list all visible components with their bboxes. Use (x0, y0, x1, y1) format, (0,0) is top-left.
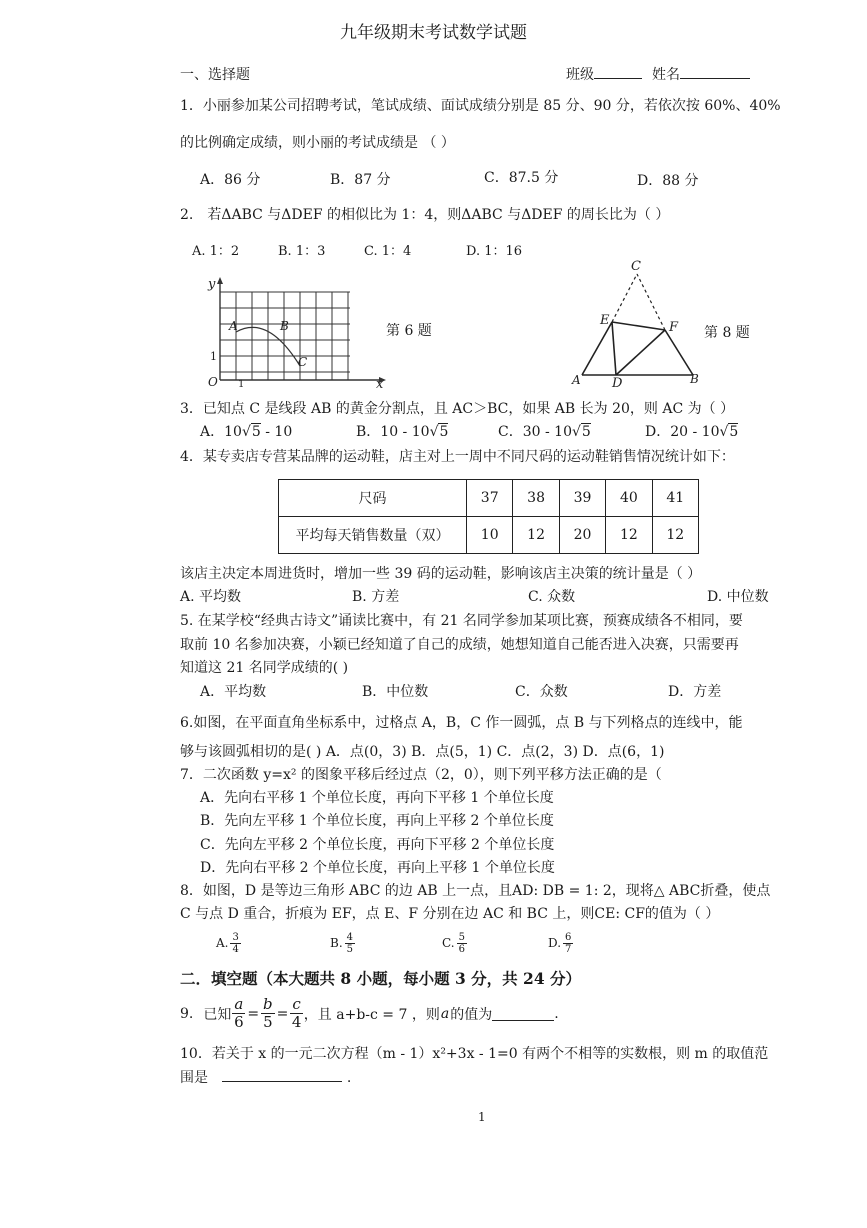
q7-option-c[interactable]: C．先向左平移 2 个单位长度，再向下平移 2 个单位长度 (200, 837, 555, 853)
q8-line2: C 与点 D 重合，折痕为 EF，点 E、F 分别在边 AC 和 BC 上，则CE: CF的值为（ ） (180, 906, 720, 922)
fig6-label-c: C (298, 355, 308, 369)
fig8-label-e: E (600, 313, 610, 328)
q1-line2: 的比例确定成绩，则小丽的考试成绩是 （ ） (180, 135, 455, 151)
q2-option-c[interactable]: C. 1：4 (364, 244, 412, 259)
fig6-label-y1: 1 (210, 350, 217, 363)
table-cell: 20 (559, 517, 605, 554)
q10-answer-blank[interactable] (222, 1068, 342, 1082)
q9-line: 9. 已知 $\frac{a}{6}$ = $\frac{b}{5}$ = $\frac{c}{4}$ ，且 a+b-c = 7 ，则 a 的值为 . (180, 995, 559, 1031)
table-header-size: 尺码 (279, 480, 467, 517)
fig8-label-b: B (690, 372, 699, 386)
fig6-label-x1: 1 (238, 379, 245, 390)
q9-condition: ，且 a+b-c = 7 ，则 (303, 1006, 440, 1023)
q1-option-a[interactable]: A．86 分 (200, 172, 261, 188)
q1-option-d[interactable]: D．88 分 (637, 173, 699, 189)
table-cell: 12 (652, 517, 698, 554)
name-label: 姓名 (652, 67, 680, 83)
q1-option-c[interactable]: C．87.5 分 (484, 170, 559, 186)
fig8-label-c: C (631, 259, 641, 274)
q9-number: 9. (180, 1005, 194, 1022)
q10-line1: 10．若关于 x 的一元二次方程（m - 1）x²+3x - 1=0 有两个不相等的实数根，则 m 的取值范 (180, 1046, 769, 1062)
q10-line2: 围是 . (180, 1070, 352, 1086)
figure-6-grid (190, 276, 400, 391)
name-field[interactable] (652, 64, 750, 84)
q8-option-b[interactable]: B. $\frac{4}{5}$ (330, 932, 354, 955)
q2-option-d[interactable]: D. 1：16 (466, 244, 523, 259)
q5-line1: 5. 在某学校“经典古诗文”诵读比赛中，有 21 名同学参加某项比赛，预赛成绩各不相同，要 (180, 613, 743, 629)
table-cell: 12 (513, 517, 559, 554)
q3-option-c[interactable]: C．30 - 10√5 (498, 424, 591, 440)
table-header-quantity: 平均每天销售数量（双） (279, 517, 467, 554)
q4-line1: 4．某专卖店专营某品牌的运动鞋，店主对上一周中不同尺码的运动鞋销售情况统计如下： (180, 449, 735, 465)
page-title: 九年级期末考试数学试题 (340, 23, 527, 43)
class-field[interactable] (566, 64, 642, 84)
q4-sales-table (278, 479, 699, 554)
q7-option-a[interactable]: A．先向右平移 1 个单位长度，再向下平移 1 个单位长度 (200, 790, 554, 806)
page-number: 1 (478, 1110, 486, 1124)
q5-line3: 知道这 21 名同学成绩的( ) (180, 660, 349, 676)
q5-option-c[interactable]: C．众数 (515, 684, 568, 700)
q7-line1: 7．二次函数 y=x² 的图象平移后经过点（2，0），则下列平移方法正确的是（ (180, 767, 662, 783)
class-label: 班级 (566, 67, 594, 83)
q2-option-a[interactable]: A. 1：2 (192, 244, 240, 259)
figure-8-triangle (568, 258, 708, 391)
table-cell: 38 (513, 480, 559, 517)
fig8-label-d: D (612, 376, 623, 391)
q5-line2: 取前 10 名参加决赛，小颖已经知道了自己的成绩，她想知道自己能否进入决赛，只需要再 (180, 637, 739, 653)
table-row (279, 517, 699, 554)
fig6-label-y: y (208, 277, 216, 292)
q5-option-a[interactable]: A．平均数 (200, 684, 267, 700)
q5-option-d[interactable]: D．方差 (668, 684, 722, 700)
table-row (279, 480, 699, 517)
q3-option-a[interactable]: A．10√5 - 10 (200, 424, 293, 440)
q9-frac-b: $\frac{b}{5}$ (263, 995, 273, 1031)
figure-6-caption: 第 6 题 (386, 323, 432, 339)
q2-option-b[interactable]: B. 1：3 (278, 244, 326, 259)
q8-line1: 8．如图，D 是等边三角形 ABC 的边 AB 上一点，且AD: DB = 1: 2，现将△ ABC折叠，使点 (180, 883, 771, 899)
q9-frac-a: $\frac{a}{6}$ (234, 995, 244, 1031)
section-heading-fill-in: 二．填空题（本大题共 8 小题，每小题 3 分，共 24 分） (180, 969, 582, 988)
fig6-label-x: x (376, 377, 384, 392)
fig6-label-origin: O (208, 375, 218, 389)
q2-line1: 2. 若ΔABC 与ΔDEF 的相似比为 1：4，则ΔABC 与ΔDEF 的周长比为（ ） (180, 207, 670, 223)
fig6-label-b: B (280, 319, 289, 333)
q6-line1: 6.如图，在平面直角坐标系中，过格点 A，B，C 作一圆弧，点 B 与下列格点的连线中，能 (180, 715, 743, 731)
table-cell: 10 (467, 517, 513, 554)
q5-option-b[interactable]: B．中位数 (362, 684, 429, 700)
q8-option-c[interactable]: C. $\frac{5}{6}$ (442, 932, 465, 955)
table-cell: 40 (606, 480, 652, 517)
q8-option-d[interactable]: D. $\frac{6}{7}$ (548, 932, 572, 955)
fig8-label-f: F (669, 320, 679, 335)
q9-answer-blank[interactable] (492, 1007, 554, 1021)
q7-option-d[interactable]: D．先向右平移 2 个单位长度，再向上平移 1 个单位长度 (200, 860, 555, 876)
fig8-label-a: A (572, 373, 581, 387)
q3-option-b[interactable]: B．10 - 10√5 (356, 424, 449, 440)
table-cell: 39 (559, 480, 605, 517)
figure-8-caption: 第 8 题 (704, 325, 750, 341)
q9-frac-c: $\frac{c}{4}$ (291, 995, 302, 1031)
q3-line1: 3．已知点 C 是线段 AB 的黄金分割点，且 AC＞BC，如果 AB 长为 20，则 AC 为（ ） (180, 401, 735, 417)
table-cell: 37 (467, 480, 513, 517)
q4-option-b[interactable]: B. 方差 (352, 589, 400, 605)
q4-option-c[interactable]: C. 众数 (528, 589, 576, 605)
q4-option-a[interactable]: A. 平均数 (180, 589, 242, 605)
table-cell: 12 (606, 517, 652, 554)
table-cell: 41 (652, 480, 698, 517)
q3-option-d[interactable]: D．20 - 10√5 (645, 424, 739, 440)
q6-line2: 够与该圆弧相切的是( ) A．点(0，3) B．点(5，1) C．点(2，3) D．点(6，1) (180, 744, 665, 760)
q8-option-a[interactable]: A. $\frac{3}{4}$ (216, 932, 239, 955)
q9-known: 已知 (203, 1006, 232, 1023)
q1-line1: 1．小丽参加某公司招聘考试，笔试成绩、面试成绩分别是 85 分、90 分，若依次按 60%、40% (180, 98, 781, 114)
q1-option-b[interactable]: B．87 分 (330, 172, 391, 188)
section-heading-choice: 一、选择题 (180, 67, 250, 83)
fig6-label-a: A (229, 319, 238, 333)
q4-option-d[interactable]: D. 中位数 (707, 589, 769, 605)
q7-option-b[interactable]: B．先向左平移 1 个单位长度，再向上平移 2 个单位长度 (200, 813, 554, 829)
q4-line2: 该店主决定本周进货时，增加一些 39 码的运动鞋，影响该店主决策的统计量是（ ） (180, 566, 702, 582)
